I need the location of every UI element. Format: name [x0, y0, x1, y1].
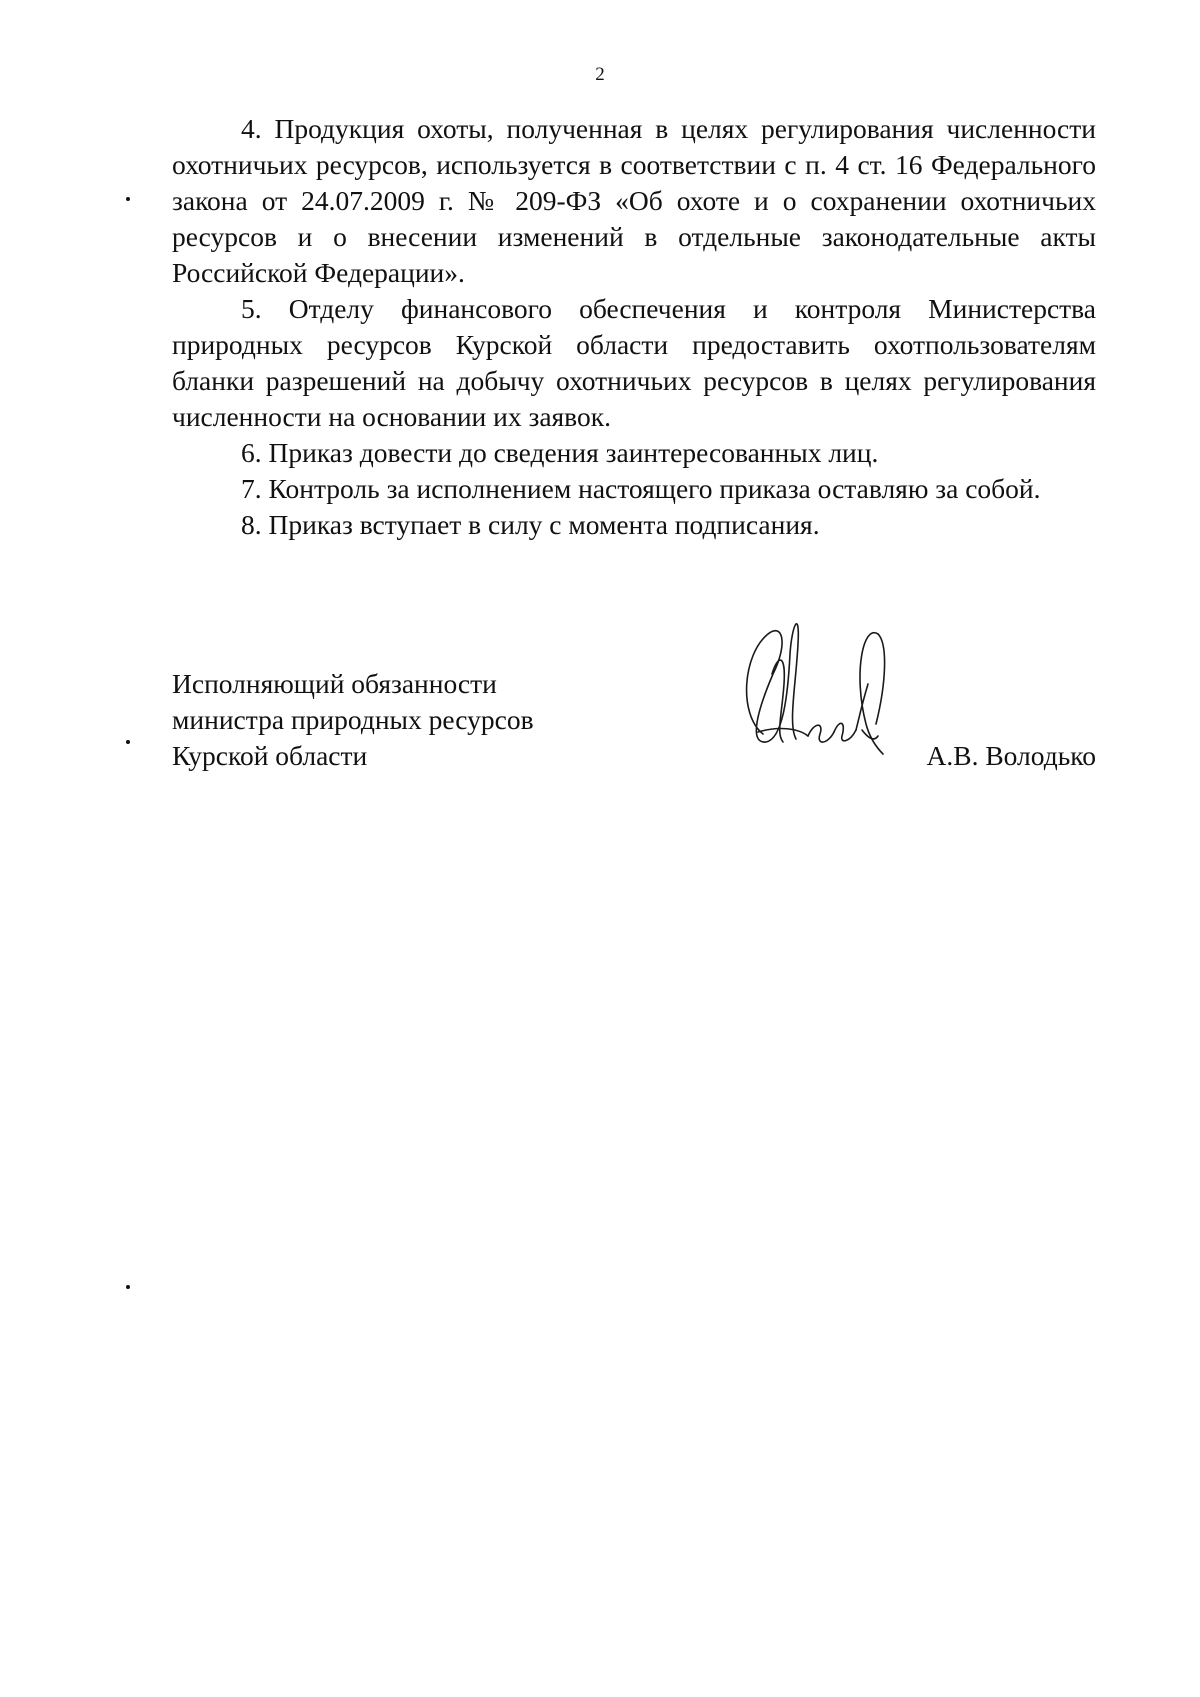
paragraph-7: 7. Контроль за исполнением настоящего приказа оставляю за собой. — [241, 473, 1041, 504]
document-body — [172, 111, 1096, 543]
signatory-title-line: Курской области — [172, 740, 368, 771]
paragraph-4: 4. Продукция охоты, полученная в целях регулирования численности охотничьих ресурсов, используется в соответствии с п. 4 ст. 16 Федерального закона от 24.07.2009 г. № 209-ФЗ «Об охоте и о сохранении охотничьих ресурсов и о внесении изменений в отдельные законодательные акты Российской Федерации». — [172, 113, 1096, 288]
scan-speck — [126, 1285, 130, 1289]
paragraph-6: 6. Приказ довести до сведения заинтересованных лиц. — [241, 437, 879, 468]
page-number: 2 — [595, 64, 605, 85]
scan-speck — [126, 740, 130, 744]
signatory-title-line: Исполняющий обязанности — [172, 668, 497, 699]
signatory-title — [172, 666, 534, 774]
scan-speck — [126, 197, 130, 201]
paragraph-8: 8. Приказ вступает в силу с момента подписания. — [241, 509, 820, 540]
handwritten-signature — [728, 614, 908, 764]
paragraph-5: 5. Отделу финансового обеспечения и контроля Министерства природных ресурсов Курской области предоставить охотпользователям бланки разрешений на добычу охотничьих ресурсов в целях регулирования численности на основании их заявок. — [172, 293, 1096, 432]
signatory-title-line: министра природных ресурсов — [172, 704, 534, 735]
signatory-name: А.В. Володько — [926, 740, 1096, 771]
